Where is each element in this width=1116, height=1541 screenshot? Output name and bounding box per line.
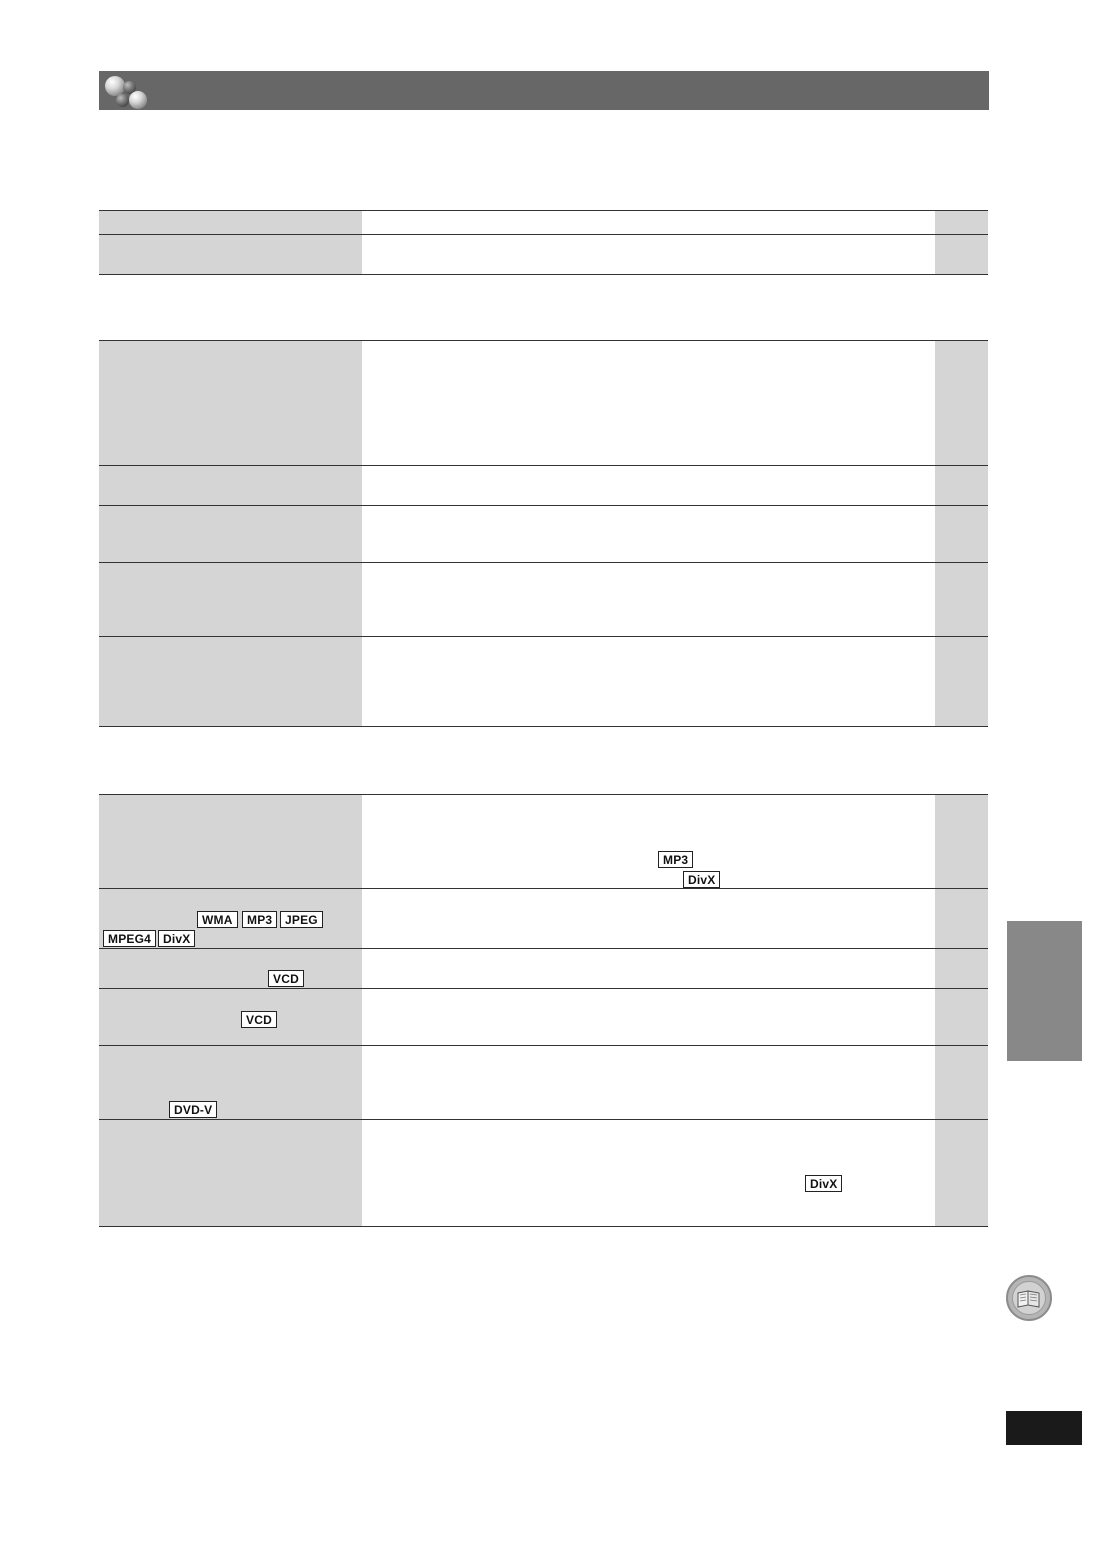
table-row	[99, 506, 988, 563]
table-1	[99, 210, 988, 275]
table-row	[99, 341, 988, 466]
format-tag-mp3: MP3	[242, 911, 277, 928]
table-row	[99, 466, 988, 506]
page-number-box	[1006, 1411, 1082, 1445]
format-tag-jpeg: JPEG	[280, 911, 323, 928]
format-tag-dvd-v: DVD-V	[169, 1101, 217, 1118]
table-2	[99, 340, 988, 727]
table-row	[99, 795, 988, 889]
format-tag-mpeg4: MPEG4	[103, 930, 156, 947]
format-tag-divx: DivX	[805, 1175, 842, 1192]
table-row	[99, 889, 988, 949]
format-tag-divx: DivX	[683, 871, 720, 888]
table-row	[99, 211, 988, 235]
format-tag-mp3: MP3	[658, 851, 693, 868]
table-3	[99, 794, 988, 1227]
table-row	[99, 563, 988, 637]
section-header-bar	[99, 71, 989, 110]
table-row	[99, 989, 988, 1046]
table-row	[99, 949, 988, 989]
table-row	[99, 1120, 988, 1227]
format-tag-divx: DivX	[158, 930, 195, 947]
format-tag-wma: WMA	[197, 911, 238, 928]
bubbles-icon	[103, 73, 149, 109]
format-tag-vcd: VCD	[268, 970, 304, 987]
table-row	[99, 637, 988, 727]
format-tag-vcd: VCD	[241, 1011, 277, 1028]
book-icon	[1006, 1275, 1052, 1321]
table-row	[99, 1046, 988, 1120]
table-row	[99, 235, 988, 275]
side-section-tab	[1007, 921, 1082, 1061]
